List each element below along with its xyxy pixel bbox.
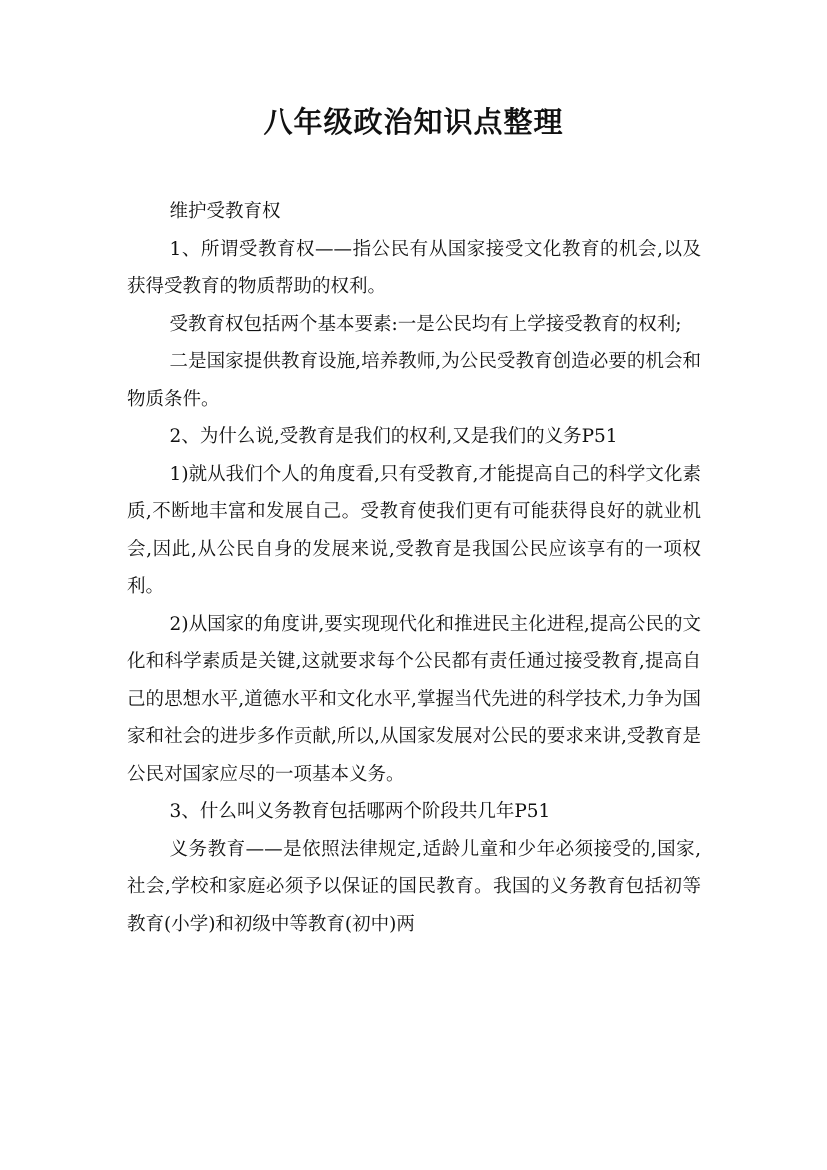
paragraph: 1)就从我们个人的角度看,只有受教育,才能提高自己的科学文化素质,不断地丰富和发展自己。受教育使我们更有可能获得良好的就业机会,因此,从公民自身的发展来说,受教育是我国公民应该享有的一项权利。: [127, 463, 701, 597]
document-title: 八年级政治知识点整理: [263, 105, 564, 139]
paragraph: 2)从国家的角度讲,要实现现代化和推进民主化进程,提高公民的文化和科学素质是关键,这就要求每个公民都有责任通过接受教育,提高自己的思想水平,道德水平和文化水平,掌握当代先进的科学技术,力争为国家和社会的进步多作贡献,所以,从国家发展对公民的要求来讲,受教育是公民对国家应尽的一项基本义务。: [127, 613, 701, 785]
question-heading: 2、为什么说,受教育是我们的权利,又是我们的义务P51: [169, 426, 618, 447]
paragraph: 二是国家提供教育设施,培养教师,为公民受教育创造必要的机会和物质条件。: [127, 351, 701, 410]
document-body: [127, 193, 701, 943]
paragraph: 义务教育——是依照法律规定,适龄儿童和少年必须接受的,国家,社会,学校和家庭必须予以保证的国民教育。我国的义务教育包括初等教育(小学)和初级中等教育(初中)两: [127, 838, 701, 935]
paragraph: 1、所谓受教育权——指公民有从国家接受文化教育的机会,以及获得受教育的物质帮助的权利。: [127, 238, 701, 297]
section-heading: 维护受教育权: [169, 201, 281, 222]
paragraph: 受教育权包括两个基本要素:一是公民均有上学接受教育的权利;: [169, 313, 682, 335]
question-heading: 3、什么叫义务教育包括哪两个阶段共几年P51: [169, 801, 551, 822]
